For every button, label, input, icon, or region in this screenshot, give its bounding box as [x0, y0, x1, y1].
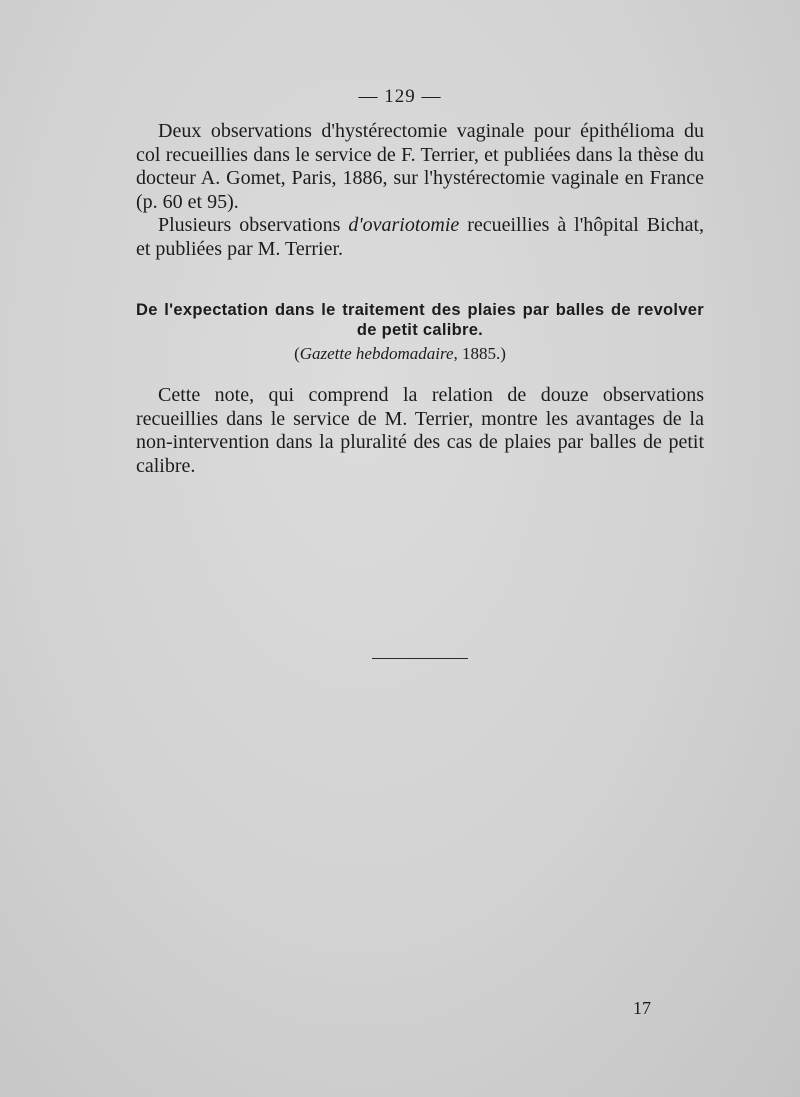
- page-number: — 129 —: [358, 86, 442, 107]
- text-block-note: [136, 384, 704, 478]
- paragraph-ovariotomie-italic: d'ovariotomie: [348, 214, 460, 236]
- paragraph-ovariotomie-end: recueillies à l'hôpital Bichat, et publiées par M. Terrier.: [136, 214, 705, 260]
- section-title: De l'expectation dans le traitement des plaies par balles de revolver de petit calibre.: [136, 301, 704, 339]
- paragraph-note: Cette note, qui comprend la relation de douze observations recueillies dans le service de M. Terrier, montre les avantages de la non-intervention dans la pluralité des cas de plaies par balles de petit calibre.: [136, 384, 704, 477]
- text-block-observations: [136, 120, 704, 261]
- paragraph-hysterectomie: Deux observations d'hystérectomie vaginale pour épithélioma du col recueillies dans le service de F. Terrier, et publiées dans la thèse du docteur A. Gomet, Paris, 1886, sur l'hystérectomie vaginale en France (p. 60 et 95).: [136, 120, 704, 213]
- source-rest: , 1885.): [453, 344, 506, 363]
- section-divider: [372, 658, 468, 659]
- paragraph-ovariotomie: [136, 214, 704, 261]
- source-open: (: [294, 344, 300, 363]
- paragraph-ovariotomie-start: Plusieurs observations: [158, 214, 349, 236]
- source-journal: Gazette hebdomadaire: [299, 344, 454, 363]
- signature-mark: 17: [633, 998, 651, 1018]
- source-citation: [0, 344, 800, 364]
